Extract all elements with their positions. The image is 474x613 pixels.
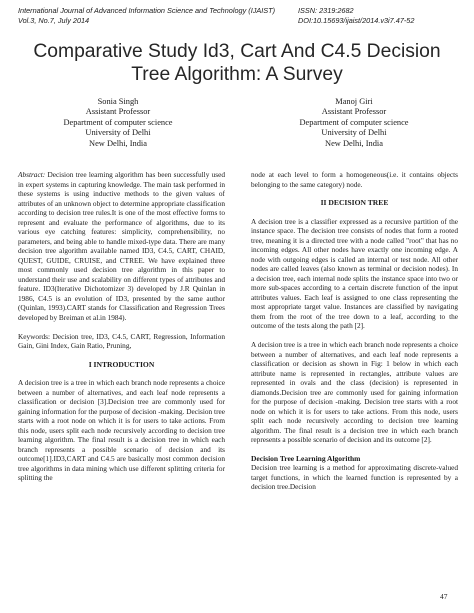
- issn: ISSN: 2319:2682: [298, 6, 354, 15]
- section-heading-decision-tree: II DECISION TREE: [320, 198, 389, 207]
- author-department: Department of computer science: [63, 117, 173, 127]
- abstract-label: Abstract:: [18, 170, 46, 179]
- keywords: Keywords: Decision tree, ID3, C4.5, CART, Regression, Information Gain, Gini Index, Gain Ratio, Pruning,: [18, 331, 225, 350]
- author-position: Assistant Professor: [85, 107, 151, 117]
- page-number: 47: [440, 592, 448, 601]
- paragraph: A decision tree is a classifier expressed as a recursive partition of the instance space. The decision tree consists of nodes that form a rooted tree, meaning it is a directed tree with a node called "root" that has no incoming edges. All other nodes have exactly one incoming edge. A node with outgoing edges is called an internal or test node. All other nodes are called leaves (also known as terminal or decision nodes). In a decision tree, each internal node splits the instance space into two or more sub-spaces according to a certain discrete function of the input attributes values. Each leaf is assigned to one class representing the most appropriate target value. Instances are classified by navigating them from the root of the tree down to a leaf, according to the outcome of the tests along the path [2].: [251, 216, 458, 330]
- journal-name: International Journal of Advanced Information Science and Technology (IJAIST): [18, 6, 276, 15]
- paragraph: A decision tree is a tree in which each branch node represents a choice between a number of alternatives, and each leaf node represents a classification or decision as shown in Fig: 1 below in which each attribute name is represented in rectangles, attribute values are represented in ovals and the class (decision) is represented in diamonds.Decision tree are commonly used for gaining information for the purpose of decision -making. Decision tree starts with a root node on which it is for users to take actions. From this node, users split each node recursively according to decision tree learning algorithm. The final result is a decision tree in which each branch represents a possible scenario of decision and its outcome [2].: [251, 340, 458, 444]
- running-header-right: [298, 6, 414, 26]
- title-line-1: Comparative Study Id3, Cart And C4.5 Decision: [33, 41, 441, 62]
- running-header-left: [18, 6, 275, 26]
- author-city: New Delhi, India: [89, 138, 147, 148]
- author-block-2: [254, 97, 454, 149]
- volume-info: Vol.3, No.7, July 2014: [18, 16, 90, 25]
- author-position: Assistant Professor: [321, 107, 387, 117]
- author-university: University of Delhi: [321, 128, 387, 138]
- author-block-1: [18, 97, 218, 149]
- paragraph: node at each level to form a homogeneous(i.e. it contains objects belonging to the same category) node.: [251, 170, 458, 189]
- paragraph: Decision tree learning is a method for approximating discrete-valued target functions, in which the learned function is represented by a decision tree.Decision: [251, 463, 458, 491]
- right-column: [251, 170, 458, 492]
- author-name: Sonia Singh: [97, 97, 139, 106]
- section-heading-introduction: I INTRODUCTION: [88, 359, 155, 369]
- author-department: Department of computer science: [299, 117, 409, 127]
- paper-title: [10, 40, 464, 86]
- subsection-heading: Decision Tree Learning Algorithm: [251, 453, 361, 463]
- abstract-body: Decision tree learning algorithm has been successfully used in expert systems in capturing knowledge. The main task performed in these systems is using inductive methods to the given values of attributes of an unknown object to determine appropriate classification according to decision tree rules.It is one of the most effective forms to represent and evaluate the performance of algorithms, due to its various eye catching features: simplicity, comprehensibility, no parameters, and being able to handle mixed-type data. There are many decision tree algorithm available named ID3, C4.5, CART, CHAID, QUEST, GUIDE, CRUISE, and CTREE. We have explained three most commonly used decision tree algorithm in this paper to understand their use and scalability on different types of attributes and feature. ID3(Iterative Dichotomizer 3) developed by J.R Quinlan in 1986, C4.5 is an evolution of ID3, presented by the same author (Quinlan, 1993).CART stands for Classification and Regression Trees developed by Breiman et al.in 1984).: [18, 170, 225, 322]
- author-name: Manoj Giri: [335, 97, 373, 106]
- paragraph: A decision tree is a tree in which each branch node represents a choice between a number of alternatives, and each leaf node represents a classification or decision [3].Decision tree are commonly used for gaining information for the purpose of decision -making. Decision tree starts with a root node on which it is for users to take actions. From this node, users split each node recursively according to decision tree learning algorithm. The final result is a decision tree in which each branch represents a possible scenario of decision and its outcome[1].ID3,CART and C4.5 are basically most common decision tree algorithms in data mining which use different splitting criteria for splitting the: [18, 378, 225, 482]
- left-column: [18, 170, 225, 483]
- abstract: [18, 170, 225, 322]
- doi: DOI:10.15693/ijaist/2014.v3i7.47-52: [298, 16, 415, 25]
- author-city: New Delhi, India: [325, 138, 383, 148]
- author-university: University of Delhi: [85, 128, 151, 138]
- title-line-2: Tree Algorithm: A Survey: [131, 64, 343, 85]
